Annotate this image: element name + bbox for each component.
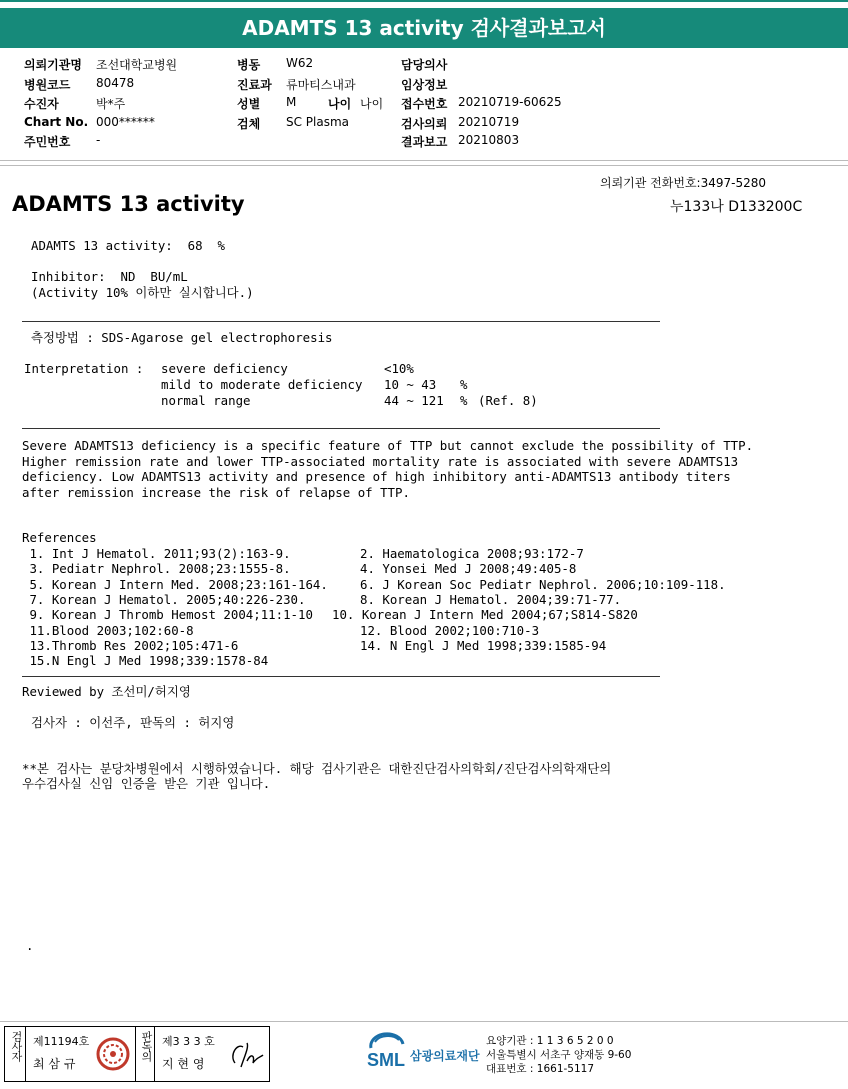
header-divider-2	[0, 165, 848, 166]
reference-item: 6. J Korean Soc Pediatr Nephrol. 2006;10:109-118.	[360, 576, 726, 592]
notice-line-1: **본 검사는 분당차병원에서 시행하였습니다. 해당 검사기관은 대한진단검사의학회/진단검사의학재단의	[22, 761, 612, 776]
reference-item: 2. Haematologica 2008;93:172-7	[360, 546, 584, 561]
inhibitor-note: (Activity 10% 이하만 실시합니다.)	[31, 285, 254, 300]
top-rule	[0, 0, 848, 2]
value-report-date: 20210803	[458, 133, 520, 147]
divider-dashed	[22, 321, 660, 322]
label-sex: 성별	[237, 97, 261, 111]
label-doctor: 담당의사	[401, 58, 448, 72]
comment-line-2: Higher remission rate and lower TTP-associated mortality rate is associated with severe ADAMTS13	[22, 454, 739, 469]
value-chart-no: 000******	[96, 115, 155, 129]
stray-dot: .	[26, 938, 34, 953]
interpretation-label: Interpretation :	[24, 361, 144, 376]
label-department: 진료과	[237, 78, 272, 92]
label-ward: 병동	[237, 58, 261, 72]
lab-code: 요양기관 : 1 1 3 6 5 2 0 0	[486, 1035, 614, 1047]
label-receipt-no: 접수번호	[401, 97, 448, 111]
label-request-date: 검사의뢰	[401, 117, 448, 131]
interp-range-2: 10 ~ 43	[384, 377, 437, 392]
interp-name-1: severe deficiency	[161, 361, 288, 376]
header-info	[0, 56, 848, 156]
label-clinical-info: 임상정보	[401, 78, 448, 92]
reader-name: 지 현 영	[162, 1057, 205, 1071]
label-hospital: 의뢰기관명	[24, 58, 82, 72]
interp-unit-2: %	[460, 377, 468, 392]
reference-item: 13.Thromb Res 2002;105:471-6	[22, 637, 239, 653]
tester-seal-icon	[95, 1035, 131, 1073]
interp-name-2: mild to moderate deficiency	[161, 377, 363, 392]
tester-label: 검사자	[10, 1031, 23, 1061]
label-specimen: 검체	[237, 117, 261, 131]
reader-label-cell	[135, 1027, 155, 1081]
method: 측정방법 : SDS-Agarose gel electrophoresis	[31, 330, 333, 345]
lab-phone: 대표번호 : 1661-5117	[486, 1063, 595, 1075]
activity-result: ADAMTS 13 activity: 68 %	[31, 238, 225, 253]
label-patient: 수진자	[24, 97, 59, 111]
reference-item: 11.Blood 2003;102:60-8	[22, 622, 194, 638]
reference-item: 7. Korean J Hematol. 2005;40:226-230.	[22, 591, 306, 607]
reference-item: 1. Int J Hematol. 2011;93(2):163-9.	[22, 546, 291, 561]
label-hospital-code: 병원코드	[24, 78, 71, 92]
sml-logo	[365, 1032, 480, 1076]
reader-label: 판독의	[140, 1031, 153, 1061]
tester-label-cell	[5, 1027, 26, 1081]
label-age: 나이	[328, 97, 352, 111]
interp-range-3: 44 ~ 121	[384, 393, 444, 408]
staff: 검사자 : 이선주, 판독의 : 허지영	[31, 715, 235, 730]
reader-license: 제3 3 3 호	[162, 1035, 215, 1048]
report-title: ADAMTS 13 activity 검사결과보고서	[0, 8, 848, 48]
reference-item: 14. N Engl J Med 1998;339:1585-94	[360, 637, 607, 653]
reference-item: 8. Korean J Hematol. 2004;39:71-77.	[360, 591, 622, 607]
sml-logo-icon	[365, 1032, 409, 1072]
value-patient: 박*주	[96, 97, 126, 111]
value-age: 나이	[360, 97, 384, 111]
interp-range-1: <10%	[384, 361, 414, 376]
reference-item: 5. Korean J Intern Med. 2008;23:161-164.	[22, 576, 328, 592]
value-specimen: SC Plasma	[286, 115, 350, 129]
inhibitor-result: Inhibitor: ND BU/mL	[31, 269, 188, 284]
divider-dashed-2	[22, 428, 660, 429]
label-report-date: 결과보고	[401, 135, 448, 149]
reference-item: 12. Blood 2002;100:710-3	[360, 622, 540, 638]
tester-license: 제11194호	[33, 1035, 90, 1048]
svg-text:SML: SML	[367, 1050, 405, 1070]
org-name: 삼광의료재단	[410, 1049, 480, 1063]
comment-line-1: Severe ADAMTS13 deficiency is a specific feature of TTP but cannot exclude the possibility of TTP.	[22, 438, 754, 453]
tester-name: 최 삼 규	[33, 1057, 76, 1071]
lab-info	[486, 1034, 631, 1076]
test-title: ADAMTS 13 activity	[12, 192, 245, 216]
lab-address: 서울특별시 서초구 양재동 9-60	[486, 1049, 632, 1061]
value-hospital: 조선대학교병원	[96, 58, 178, 72]
divider-dashed-3	[22, 676, 660, 677]
footer-divider	[0, 1021, 848, 1022]
value-department: 류마티스내과	[286, 78, 356, 92]
value-hospital-code: 80478	[96, 76, 135, 90]
reviewed-by: Reviewed by 조선미/허지영	[22, 684, 191, 699]
interp-name-3: normal range	[161, 393, 251, 408]
value-receipt-no: 20210719-60625	[458, 95, 562, 109]
reference-item: 4. Yonsei Med J 2008;49:405-8	[360, 561, 577, 577]
requester-phone: 의뢰기관 전화번호:3497-5280	[600, 176, 767, 190]
value-request-date: 20210719	[458, 115, 520, 129]
interp-ref-3: (Ref. 8)	[478, 393, 538, 408]
reader-signature-icon	[227, 1037, 267, 1071]
label-chart-no: Chart No.	[24, 115, 89, 129]
reference-item: 9. Korean J Thromb Hemost 2004;11:1-10	[22, 607, 313, 623]
header-divider	[0, 160, 848, 161]
references-heading: References	[22, 530, 97, 545]
reference-item: 15.N Engl J Med 1998;339:1578-84	[22, 653, 269, 669]
value-sex: M	[286, 95, 297, 109]
signature-box	[4, 1026, 270, 1082]
interp-unit-3: %	[460, 393, 468, 408]
label-resident-no: 주민번호	[24, 135, 71, 149]
sample-code: 누133나 D133200C	[670, 199, 803, 215]
value-ward: W62	[286, 56, 314, 70]
comment-line-4: after remission increase the risk of relapse of TTP.	[22, 485, 410, 500]
reference-item: 10. Korean J Intern Med 2004;67;S814-S820	[332, 607, 638, 623]
reference-item: 3. Pediatr Nephrol. 2008;23:1555-8.	[22, 561, 291, 577]
value-resident-no: -	[96, 133, 101, 147]
comment-line-3: deficiency. Low ADAMTS13 activity and presence of high inhibitory anti-ADAMTS13 antibody titers	[22, 469, 731, 484]
notice-line-2: 우수검사실 신임 인증을 받은 기관 입니다.	[22, 776, 271, 791]
